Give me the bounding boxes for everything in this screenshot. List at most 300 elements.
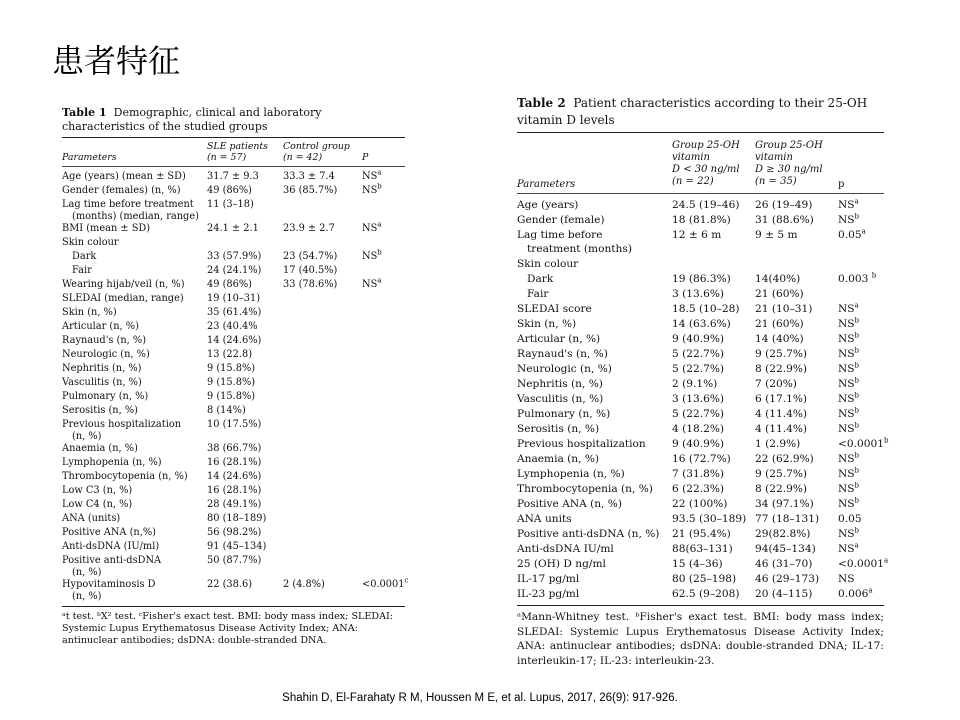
row-value-group1: 19 (86.3%): [672, 273, 731, 285]
row-value-group1: 10 (17.5%): [207, 419, 262, 430]
row-parameter: Dark: [527, 273, 554, 285]
row-p-superscript: c: [404, 576, 409, 585]
table-row: [517, 228, 884, 257]
row-value-group1: 19 (10–31): [207, 293, 261, 304]
row-p-value: NS: [838, 303, 855, 315]
row-value-group2: 36 (85.7%): [283, 185, 338, 196]
row-parameter: ANA units: [517, 513, 572, 525]
row-value-group2: 21 (10–31): [755, 303, 813, 315]
table-row: [517, 422, 884, 437]
table-1: [62, 106, 409, 647]
row-value-group2: 94(45–134): [755, 543, 816, 555]
row-p-value: NS: [838, 408, 855, 420]
row-p-cell: [838, 452, 859, 467]
row-value-group1: 4 (18.2%): [672, 423, 725, 435]
row-p-cell: [838, 542, 859, 557]
table-2-caption-text: Patient characteristics according to their 25-OH vitamin D levels: [517, 96, 868, 127]
row-value-group1: 18 (81.8%): [672, 214, 731, 226]
row-value-group1: 93.5 (30–189): [672, 513, 747, 525]
row-parameter: Anti-dsDNA IU/ml: [517, 543, 614, 555]
row-parameter: Hypovitaminosis D: [62, 579, 156, 590]
row-p-value: NS: [838, 363, 855, 375]
row-parameter: Positive anti-dsDNA: [62, 555, 162, 566]
row-value-group1: 31.7 ± 9.3: [207, 171, 259, 182]
row-p-cell: [362, 576, 409, 591]
row-p-superscript: b: [854, 526, 860, 535]
row-p-superscript: b: [854, 466, 860, 475]
row-parameter: Pulmonary (n, %): [62, 391, 149, 402]
table-row: [62, 405, 405, 419]
row-p-value: NS: [362, 279, 378, 290]
table-row: [517, 527, 884, 542]
row-parameter-cont: (n, %): [72, 431, 102, 442]
row-p-cell: [838, 272, 876, 287]
row-parameter-cont: (months) (median, range): [72, 211, 199, 222]
t2-header-g2-l2: vitamin: [755, 152, 793, 163]
row-value-group2: 4 (11.4%): [755, 408, 808, 420]
row-p-cell: [838, 362, 859, 377]
row-parameter: ANA (units): [62, 513, 121, 524]
row-parameter: Low C4 (n, %): [62, 499, 133, 510]
row-value-group2: 23.9 ± 2.7: [283, 223, 335, 234]
table-row: [517, 556, 889, 572]
table-1-body: [62, 168, 409, 603]
row-value-group1: 6 (22.3%): [672, 483, 725, 495]
row-value-group2: 31 (88.6%): [755, 214, 814, 226]
table-2-label: Table 2: [517, 96, 566, 110]
table-row: [62, 349, 405, 363]
row-value-group1: 15 (4–36): [672, 558, 723, 570]
row-p-value: <0.0001: [362, 579, 405, 590]
table-row: [517, 302, 884, 317]
row-value-group1: 88(63–131): [672, 543, 733, 555]
table-row: [62, 377, 405, 391]
row-p-value: NS: [838, 498, 855, 510]
row-p-cell: [838, 407, 859, 422]
row-parameter: Fair: [72, 265, 92, 276]
t2-header-g1-l1: Group 25-OH: [672, 140, 740, 151]
table-row: [62, 419, 405, 443]
row-p-value: NS: [838, 393, 855, 405]
row-parameter: Vasculitis (n, %): [62, 377, 142, 388]
row-value-group1: 35 (61.4%): [207, 307, 262, 318]
row-p-cell: [838, 302, 859, 317]
row-value-group1: 80 (25–198): [672, 573, 737, 585]
row-parameter: Thrombocytopenia (n, %): [517, 483, 653, 495]
row-parameter: Skin (n, %): [517, 318, 577, 330]
row-value-group1: 16 (72.7%): [672, 453, 731, 465]
table-1-header: [62, 138, 405, 166]
table-2: [517, 95, 889, 668]
row-parameter: Positive anti-dsDNA (n, %): [517, 528, 660, 540]
row-p-superscript: b: [854, 406, 860, 415]
table-row: [62, 457, 405, 471]
table-row: [517, 512, 884, 527]
row-parameter: Articular (n, %): [62, 321, 139, 332]
row-p-cell: [838, 587, 873, 602]
row-value-group2: 8 (22.9%): [755, 483, 808, 495]
row-p-value: NS: [838, 573, 855, 585]
row-parameter: Neurologic (n, %): [517, 363, 612, 375]
row-value-group1: 38 (66.7%): [207, 443, 262, 454]
row-parameter: Serositis (n, %): [62, 405, 138, 416]
row-p-superscript: b: [854, 346, 860, 355]
row-parameter: Pulmonary (n, %): [517, 408, 611, 420]
table-row: [62, 220, 405, 237]
row-value-group1: 3 (13.6%): [672, 393, 725, 405]
table-row: [517, 198, 884, 213]
row-parameter: IL-23 pg/ml: [517, 588, 580, 600]
row-value-group2: 77 (18–131): [755, 513, 820, 525]
row-parameter: Age (years): [517, 199, 579, 211]
table-row: [62, 363, 405, 377]
row-p-cell: [838, 467, 859, 482]
row-p-cell: [838, 228, 866, 243]
row-value-group1: 22 (100%): [672, 498, 728, 510]
table-row: [517, 436, 889, 452]
row-value-group2: 26 (19–49): [755, 199, 813, 211]
table-2-body: [517, 197, 889, 602]
row-p-value: NS: [838, 333, 855, 345]
row-value-group2: 20 (4–115): [755, 588, 813, 600]
table-2-footnote: ᵃMann-Whitney test. ᵇFisher's exact test. BMI: body mass index; SLEDAI: Systemic Lupus Erythematosus Disease Activity Index; ANA: antinuclear antibodies; dsDNA: double-stranded DNA; IL-17: interleukin-17; IL-23: interleukin-23.: [517, 611, 884, 667]
t2-header-p: p: [838, 179, 845, 190]
row-value-group1: 33 (57.9%): [207, 251, 262, 262]
t2-header-g1-n: (n = 22): [672, 176, 714, 187]
row-value-group2: 46 (29–173): [755, 573, 820, 585]
row-p-superscript: a: [861, 227, 866, 236]
row-value-group1: 91 (45–134): [207, 541, 267, 552]
t2-header-g1-l3: D < 30 ng/ml: [672, 164, 740, 175]
table-row: [62, 182, 405, 199]
row-p-cell: [362, 248, 382, 263]
table-row: [62, 276, 405, 293]
row-parameter: Gender (female): [517, 214, 605, 226]
row-value-group2: 33.3 ± 7.4: [283, 171, 335, 182]
row-value-group2: 9 (25.7%): [755, 348, 808, 360]
row-p-cell: [838, 347, 859, 362]
row-parameter: Low C3 (n, %): [62, 485, 133, 496]
row-value-group1: 24.5 (19–46): [672, 199, 740, 211]
t2-header-g2-l1: Group 25-OH: [755, 140, 823, 151]
row-value-group1: 16 (28.1%): [207, 457, 262, 468]
row-p-superscript: b: [854, 376, 860, 385]
row-value-group1: 9 (40.9%): [672, 438, 725, 450]
row-p-superscript: a: [868, 586, 873, 595]
row-p-superscript: a: [883, 556, 889, 565]
row-p-value: <0.0001: [838, 558, 884, 570]
row-p-superscript: b: [854, 316, 860, 325]
row-parameter: IL-17 pg/ml: [517, 573, 580, 585]
row-parameter: Anaemia (n, %): [62, 443, 138, 454]
row-parameter: Articular (n, %): [517, 333, 601, 345]
row-p-cell: [362, 182, 382, 197]
table-row: [62, 576, 409, 603]
t1-header-control-n: (n = 42): [283, 152, 323, 163]
row-parameter: Skin colour: [517, 258, 579, 270]
row-p-value: 0.05: [838, 513, 862, 525]
row-parameter: Anti-dsDNA (IU/ml): [62, 541, 160, 552]
row-value-group1: 50 (87.7%): [207, 555, 262, 566]
t1-header-parameters: Parameters: [62, 152, 117, 163]
row-value-group1: 11 (3–18): [207, 199, 254, 210]
row-value-group1: 22 (38.6): [207, 579, 253, 590]
table-1-caption: [62, 106, 405, 134]
row-parameter: Lymphopenia (n, %): [517, 468, 625, 480]
row-value-group1: 5 (22.7%): [672, 348, 725, 360]
table-1-footnote: ᵃt test. ᵇX² test. ᶜFisher's exact test. BMI: body mass index; SLEDAI: Systemic Lupus Erythematosus Disease Activity Index; ANA: antinuclear antibodies; dsDNA: double-stranded DNA.: [62, 611, 394, 646]
row-value-group1: 7 (31.8%): [672, 468, 725, 480]
row-value-group1: 3 (13.6%): [672, 288, 725, 300]
row-parameter-cont: (n, %): [72, 591, 102, 602]
table-row: [517, 482, 884, 497]
row-value-group1: 14 (24.6%): [207, 471, 262, 482]
row-p-value: NS: [838, 528, 855, 540]
row-p-superscript: b: [854, 421, 860, 430]
row-p-value: NS: [838, 348, 855, 360]
row-parameter: Nephritis (n, %): [62, 363, 142, 374]
row-parameter: SLEDAI score: [517, 303, 592, 315]
row-value-group1: 23 (40.4%: [207, 321, 258, 332]
row-parameter: Lymphopenia (n, %): [62, 457, 162, 468]
row-value-group1: 9 (15.8%): [207, 363, 256, 374]
row-value-group2: 33 (78.6%): [283, 279, 338, 290]
row-value-group2: 2 (4.8%): [283, 579, 325, 590]
row-p-superscript: b: [854, 331, 860, 340]
row-value-group1: 62.5 (9–208): [672, 588, 740, 600]
row-parameter-cont: (n, %): [72, 567, 102, 578]
table-row: [517, 287, 884, 302]
row-p-superscript: b: [854, 496, 860, 505]
row-p-superscript: b: [377, 182, 382, 191]
row-value-group1: 8 (14%): [207, 405, 246, 416]
row-parameter: Vasculitis (n, %): [517, 393, 604, 405]
row-value-group2: 9 (25.7%): [755, 468, 808, 480]
row-value-group1: 2 (9.1%): [672, 378, 718, 390]
row-p-value: NS: [838, 214, 855, 226]
row-p-value: NS: [838, 199, 855, 211]
row-p-cell: [838, 422, 859, 437]
row-parameter: Lag time before: [517, 229, 603, 241]
row-p-value: NS: [362, 251, 378, 262]
row-parameter-cont: treatment (months): [527, 243, 632, 255]
row-p-value: 0.006: [838, 588, 869, 600]
row-p-value: NS: [838, 483, 855, 495]
table-2-caption: [517, 95, 884, 129]
row-p-superscript: b: [854, 451, 860, 460]
table-row: [62, 307, 405, 321]
row-value-group1: 18.5 (10–28): [672, 303, 740, 315]
row-p-cell: [838, 557, 888, 572]
table-row: [62, 248, 405, 265]
row-p-cell: [838, 527, 859, 542]
row-p-cell: [838, 377, 859, 392]
row-parameter: Raynaud's (n, %): [517, 348, 608, 360]
row-value-group1: 28 (49.1%): [207, 499, 262, 510]
row-parameter: Nephritis (n, %): [517, 378, 603, 390]
row-parameter: Previous hospitalization: [517, 438, 646, 450]
table-row: [62, 527, 405, 541]
row-parameter: Raynaud's (n, %): [62, 335, 147, 346]
table-row: [62, 485, 405, 499]
row-p-cell: [838, 213, 859, 228]
t2-header-parameters: Parameters: [517, 179, 576, 190]
table-row: [62, 293, 405, 307]
row-parameter: Anaemia (n, %): [517, 453, 600, 465]
row-value-group2: 46 (31–70): [755, 558, 813, 570]
table-1-label: Table 1: [62, 106, 107, 119]
row-p-cell: [362, 168, 382, 183]
row-parameter: Wearing hijab/veil (n, %): [62, 279, 185, 290]
t1-header-p: P: [362, 152, 369, 163]
table-row: [517, 497, 884, 512]
row-value-group1: 16 (28.1%): [207, 485, 262, 496]
table-row: [62, 555, 405, 579]
table-row: [62, 321, 405, 335]
slide-title: 患者特征: [52, 42, 181, 80]
table-row: [517, 407, 884, 422]
table-row: [517, 332, 884, 347]
row-value-group1: 49 (86%): [207, 185, 252, 196]
row-p-superscript: b: [854, 361, 860, 370]
row-value-group1: 14 (24.6%): [207, 335, 262, 346]
row-value-group1: 13 (22.8): [207, 349, 253, 360]
row-p-cell: [838, 317, 859, 332]
row-parameter: Dark: [72, 251, 97, 262]
row-value-group1: 21 (95.4%): [672, 528, 731, 540]
row-p-value: NS: [838, 468, 855, 480]
table-2-header: [517, 133, 884, 193]
row-parameter: Lag time before treatment: [62, 199, 194, 210]
row-parameter: Fair: [527, 288, 549, 300]
table-row: [517, 392, 884, 407]
t1-header-control: Control group: [283, 141, 350, 152]
row-parameter: SLEDAI (median, range): [62, 293, 184, 304]
table-row: [517, 572, 884, 587]
row-value-group1: 80 (18–189): [207, 513, 267, 524]
table-row: [62, 541, 405, 555]
row-parameter: Neurologic (n, %): [62, 349, 150, 360]
row-parameter: Skin (n, %): [62, 307, 117, 318]
row-p-value: NS: [838, 453, 855, 465]
t1-header-sle-n: (n = 57): [207, 152, 247, 163]
row-p-value: NS: [362, 185, 378, 196]
row-value-group2: 21 (60%): [755, 318, 804, 330]
row-value-group1: 9 (40.9%): [672, 333, 725, 345]
table-row: [62, 391, 405, 405]
table-row: [62, 237, 405, 251]
t2-header-g2-l3: D ≥ 30 ng/ml: [755, 164, 823, 175]
table-row: [62, 265, 405, 279]
table-row: [517, 542, 884, 557]
row-p-superscript: a: [377, 276, 382, 285]
row-value-group1: 12 ± 6 m: [672, 229, 722, 241]
row-p-cell: [362, 220, 382, 235]
row-value-group1: 49 (86%): [207, 279, 252, 290]
table-row: [517, 272, 884, 287]
table-row: [62, 471, 405, 485]
row-value-group2: 29(82.8%): [755, 528, 811, 540]
row-value-group2: 6 (17.1%): [755, 393, 808, 405]
table-row: [517, 452, 884, 467]
row-value-group1: 5 (22.7%): [672, 363, 725, 375]
table-row: [517, 257, 884, 272]
row-p-superscript: b: [883, 436, 889, 445]
row-value-group1: 14 (63.6%): [672, 318, 731, 330]
citation: Shahin D, El-Farahaty R M, Houssen M E, et al. Lupus, 2017, 26(9): 917-926.: [282, 692, 678, 704]
row-value-group2: 14(40%): [755, 273, 801, 285]
row-p-superscript: a: [854, 541, 859, 550]
row-p-cell: [838, 497, 859, 512]
row-p-superscript: b: [377, 248, 382, 257]
row-p-value: NS: [838, 318, 855, 330]
row-parameter: Previous hospitalization: [62, 419, 182, 430]
row-p-superscript: a: [377, 168, 382, 177]
table-row: [62, 443, 405, 457]
row-value-group2: 1 (2.9%): [755, 438, 801, 450]
table-row: [62, 335, 405, 349]
row-p-superscript: b: [854, 391, 860, 400]
row-value-group2: 4 (11.4%): [755, 423, 808, 435]
table-row: [62, 513, 405, 527]
row-p-cell: [838, 332, 859, 347]
row-value-group1: 24 (24.1%): [207, 265, 262, 276]
t1-header-sle: SLE patients: [207, 141, 268, 152]
row-p-cell: [838, 392, 859, 407]
table-row: [517, 377, 884, 392]
row-value-group1: 9 (15.8%): [207, 391, 256, 402]
table-row: [517, 467, 884, 482]
row-value-group2: 7 (20%): [755, 378, 797, 390]
row-p-cell: [838, 437, 888, 452]
row-p-cell: [838, 198, 859, 213]
row-p-superscript: a: [854, 197, 859, 206]
row-value-group1: 9 (15.8%): [207, 377, 256, 388]
row-p-superscript: b: [871, 271, 877, 280]
row-parameter: Gender (females) (n, %): [62, 185, 181, 196]
row-value-group2: 34 (97.1%): [755, 498, 814, 510]
row-parameter: Thrombocytopenia (n, %): [62, 471, 188, 482]
row-value-group1: 24.1 ± 2.1: [207, 223, 259, 234]
row-parameter: Positive ANA (n, %): [517, 498, 622, 510]
table-row: [517, 347, 884, 362]
t2-header-g2-n: (n = 35): [755, 176, 797, 187]
table-row: [62, 499, 405, 513]
table-row: [517, 317, 884, 332]
row-p-value: 0.05: [838, 229, 862, 241]
t2-header-g1-l2: vitamin: [672, 152, 710, 163]
table-row: [517, 362, 884, 377]
row-parameter: Skin colour: [62, 237, 119, 248]
table-row: [62, 168, 405, 185]
row-p-cell: [838, 482, 859, 497]
row-p-superscript: b: [854, 481, 860, 490]
row-value-group2: 21 (60%): [755, 288, 804, 300]
table-row: [517, 587, 884, 602]
row-p-value: <0.0001: [838, 438, 884, 450]
row-p-superscript: b: [854, 212, 860, 221]
row-value-group1: 56 (98.2%): [207, 527, 262, 538]
table-row: [517, 213, 884, 228]
row-parameter: BMI (mean ± SD): [62, 223, 151, 234]
row-p-superscript: a: [854, 301, 859, 310]
row-parameter: Positive ANA (n,%): [62, 527, 156, 538]
row-p-value: NS: [362, 171, 378, 182]
row-parameter: Age (years) (mean ± SD): [62, 171, 186, 182]
row-value-group2: 8 (22.9%): [755, 363, 808, 375]
row-p-value: NS: [362, 223, 378, 234]
table-row: [62, 199, 405, 223]
